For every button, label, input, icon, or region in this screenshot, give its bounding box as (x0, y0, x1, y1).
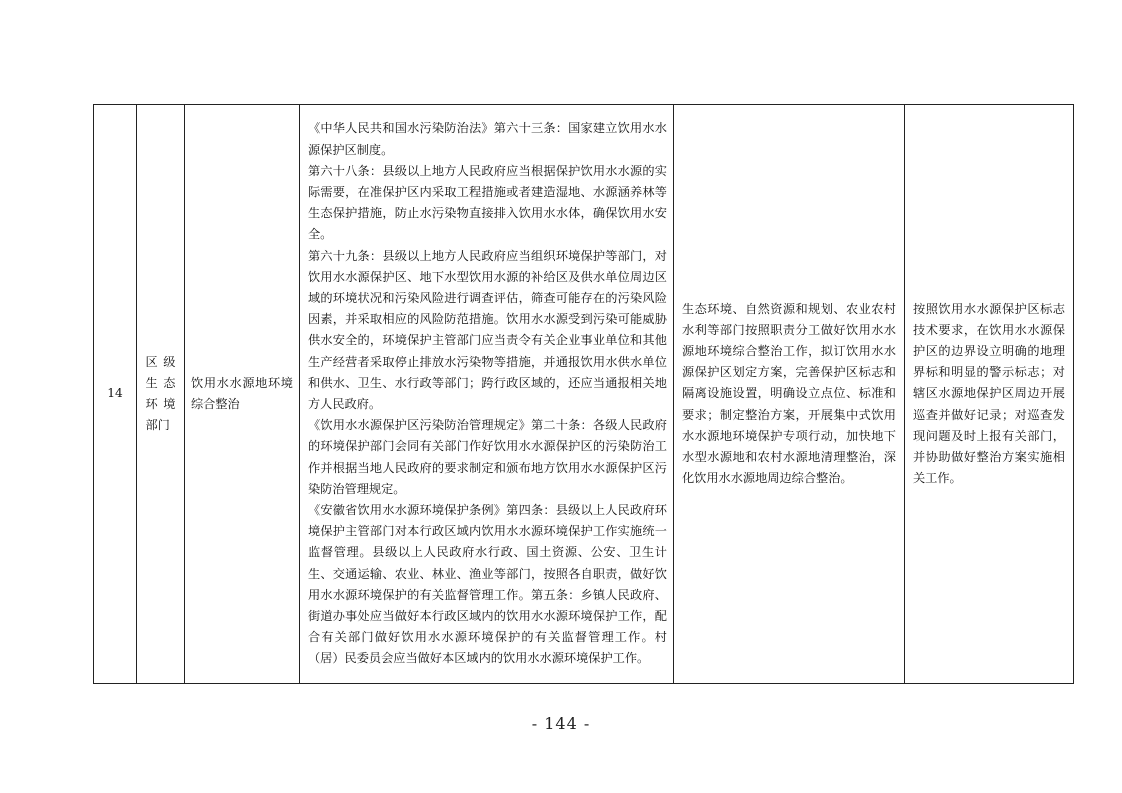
basis-paragraph: 第六十九条：县级以上地方人民政府应当组织环境保护等部门，对饮用水水源保护区、地下水型饮用水源的补给区及供水单位周边区域的环境状况和污染风险进行调查评估，筛查可能存在的污染风险因素，并采取相应的风险防范措施。饮用水水源受到污染可能威胁供水安全的，环境保护主管部门应当责令有关企业事业单位和其他生产经营者采取停止排放水污染物等措施，并通报饮用水供水单位和供水、卫生、水行政等部门；跨行政区域的，还应当通报相关地方人民政府。 (308, 248, 667, 411)
basis-paragraph: 《中华人民共和国水污染防治法》第六十三条：国家建立饮用水水源保护区制度。 (308, 121, 667, 157)
page-number: - 144 - (531, 714, 591, 733)
legal-basis-text (300, 118, 673, 669)
basis-paragraph: 第六十八条：县级以上地方人民政府应当根据保护饮用水水源的实际需要，在准保护区内采取工程措施或者建造湿地、水源涵养林等生态保护措施，防止水污染物直接排入饮用水水体，确保饮用水安全。 (308, 163, 667, 242)
department-cell (137, 105, 185, 684)
requirement-text: 按照饮用水水源保护区标志技术要求，在饮用水水源保护区的边界设立明确的地理界标和明显的警示标志；对辖区水源地保护区周边开展巡查并做好记录；对巡查发现问题及时上报有关部门，并协助做好整治方案实施相关工作。 (913, 301, 1065, 486)
requirement-cell (905, 105, 1074, 684)
basis-paragraph: 《饮用水水源保护区污染防治管理规定》第二十条：各级人民政府的环境保护部门会同有关部门作好饮用水水源保护区的污染防治工作并根据当地人民政府的要求制定和颁布地方饮用水水源保护区污染防治管理规定。 (308, 418, 667, 496)
duty-cell (674, 105, 905, 684)
row-number: 14 (107, 386, 123, 401)
table-row (94, 105, 1074, 684)
legal-basis-cell (300, 105, 674, 684)
duty-text: 生态环境、自然资源和规划、农业农村水利等部门按照职责分工做好饮用水水源地环境综合整治工作，拟订饮用水水源保护区划定方案，完善保护区标志和隔离设施设置，明确设立点位、标准和要求；制定整治方案，开展集中式饮用水水源地环境保护专项行动，加快地下水型水源地和农村水源地清理整治，深化饮用水水源地周边综合整治。 (682, 301, 896, 486)
responsibility-table (93, 104, 1074, 684)
department-text: 区级生态环境部门 (145, 354, 176, 433)
basis-paragraph: 《安徽省饮用水水源环境保护条例》第四条：县级以上人民政府环境保护主管部门对本行政区域内饮用水水源环境保护工作实施统一监督管理。县级以上人民政府水行政、国土资源、公安、卫生计生、交通运输、农业、林业、渔业等部门，按照各自职责，做好饮用水水源环境保护的有关监督管理工作。第五条：乡镇人民政府、街道办事处应当做好本行政区域内的饮用水水源环境保护工作，配合有关部门做好饮用水水源环境保护的有关监督管理工作。村（居）民委员会应当做好本区域内的饮用水水源环境保护工作。 (308, 503, 667, 666)
item-cell (185, 105, 300, 684)
item-text: 饮用水水源地环境综合整治 (191, 375, 293, 411)
row-number-cell (94, 105, 137, 684)
